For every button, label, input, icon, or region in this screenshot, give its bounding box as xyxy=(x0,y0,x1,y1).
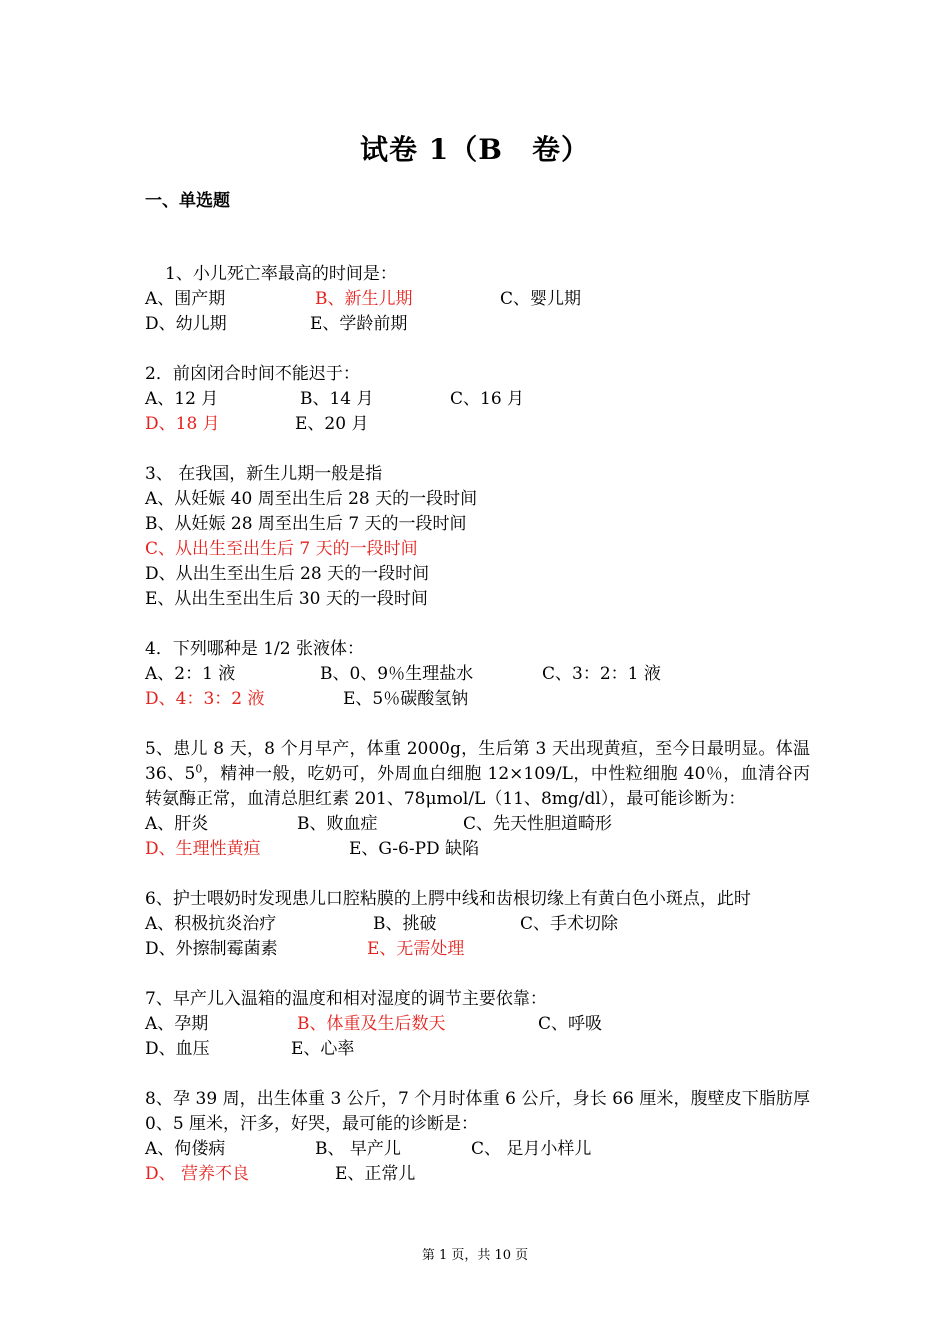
option-d: D、血压 xyxy=(145,1039,210,1059)
option-d: D、从出生至出生后 28 天的一段时间 xyxy=(145,564,430,584)
option-e: E、5％碳酸氢钠 xyxy=(343,689,469,709)
question-stem-part1: 5、患儿 8 天，8 个月早产，体重 2000g，生后第 3 天出现黄疸，至今日最明显。体温 36、5 xyxy=(145,739,816,784)
option-b: B、 早产儿 xyxy=(315,1139,401,1159)
option-d-correct: D、 营养不良 xyxy=(145,1164,250,1184)
option-b: B、0、9％生理盐水 xyxy=(320,664,474,684)
option-b: B、挑破 xyxy=(373,914,437,934)
option-a: A、积极抗炎治疗 xyxy=(145,914,277,934)
question-8 xyxy=(145,1087,816,1187)
question-stem: 7、早产儿入温箱的温度和相对湿度的调节主要依靠： xyxy=(145,989,547,1009)
option-e: E、G-6-PD 缺陷 xyxy=(349,839,480,859)
option-b-correct: B、新生儿期 xyxy=(315,289,413,309)
option-a: A、从妊娠 40 周至出生后 28 天的一段时间 xyxy=(145,489,478,509)
option-e: E、从出生至出生后 30 天的一段时间 xyxy=(145,589,428,609)
option-c: C、16 月 xyxy=(450,389,525,409)
question-list xyxy=(145,262,816,1212)
question-stem-part2: ，精神一般，吃奶可，外周血白细胞 12×109/L，中性粒细胞 40％，血清谷丙转氨酶正常，血清总胆红素 201、78μmol/L（11、8mg/dl），最可能诊断为： xyxy=(145,764,811,809)
option-a: A、围产期 xyxy=(145,289,226,309)
question-stem: 6、护士喂奶时发现患儿口腔粘膜的上腭中线和齿根切缘上有黄白色小斑点，此时 xyxy=(145,889,751,909)
question-7 xyxy=(145,987,810,1062)
superscript: 0 xyxy=(195,762,203,776)
option-b: B、14 月 xyxy=(300,389,374,409)
option-c: C、3：2：1 液 xyxy=(542,664,661,684)
option-e: E、正常儿 xyxy=(335,1164,416,1184)
option-d-correct: D、18 月 xyxy=(145,414,220,434)
question-stem: 8、孕 39 周，出生体重 3 公斤，7 个月时体重 6 公斤，身长 66 厘米，腹壁皮下脂肪厚 0、5 厘米，汗多，好哭，最可能的诊断是： xyxy=(145,1089,816,1134)
page-footer: 第 1 页，共 10 页 xyxy=(421,1248,529,1263)
option-c: C、手术切除 xyxy=(520,914,619,934)
option-e: E、20 月 xyxy=(295,414,369,434)
option-d-correct: D、4：3：2 液 xyxy=(145,689,265,709)
option-b: B、败血症 xyxy=(297,814,378,834)
option-e-correct: E、无需处理 xyxy=(367,939,465,959)
question-stem: 2．前囟闭合时间不能迟于： xyxy=(145,364,360,384)
option-b: B、从妊娠 28 周至出生后 7 天的一段时间 xyxy=(145,514,467,534)
question-2 xyxy=(145,362,810,437)
question-3 xyxy=(145,462,810,612)
option-d: D、幼儿期 xyxy=(145,314,227,334)
question-6 xyxy=(145,887,810,962)
option-a: A、佝偻病 xyxy=(145,1139,226,1159)
option-e: E、心率 xyxy=(291,1039,355,1059)
option-e: E、学龄前期 xyxy=(310,314,408,334)
option-d-correct: D、生理性黄疸 xyxy=(145,839,261,859)
option-d: D、外擦制霉菌素 xyxy=(145,939,278,959)
option-a: A、孕期 xyxy=(145,1014,209,1034)
option-c: C、呼吸 xyxy=(538,1014,603,1034)
question-1 xyxy=(145,262,810,337)
question-stem: 1、小儿死亡率最高的时间是： xyxy=(165,264,397,284)
question-5 xyxy=(145,737,816,862)
question-stem: 3、 在我国，新生儿期一般是指 xyxy=(145,464,383,484)
option-c-correct: C、从出生至出生后 7 天的一段时间 xyxy=(145,539,418,559)
question-stem: 4．下列哪种是 1/2 张液体： xyxy=(145,639,364,659)
option-c: C、先天性胆道畸形 xyxy=(463,814,613,834)
option-a: A、肝炎 xyxy=(145,814,209,834)
option-c: C、婴儿期 xyxy=(500,289,582,309)
option-a: A、12 月 xyxy=(145,389,219,409)
option-b-correct: B、体重及生后数天 xyxy=(297,1014,446,1034)
section-heading: 一、单选题 xyxy=(145,191,230,211)
option-a: A、2：1 液 xyxy=(145,664,236,684)
question-stem xyxy=(145,737,816,812)
exam-title: 试卷 1（B 卷） xyxy=(360,133,590,166)
question-4 xyxy=(145,637,810,712)
option-c: C、 足月小样儿 xyxy=(471,1139,592,1159)
